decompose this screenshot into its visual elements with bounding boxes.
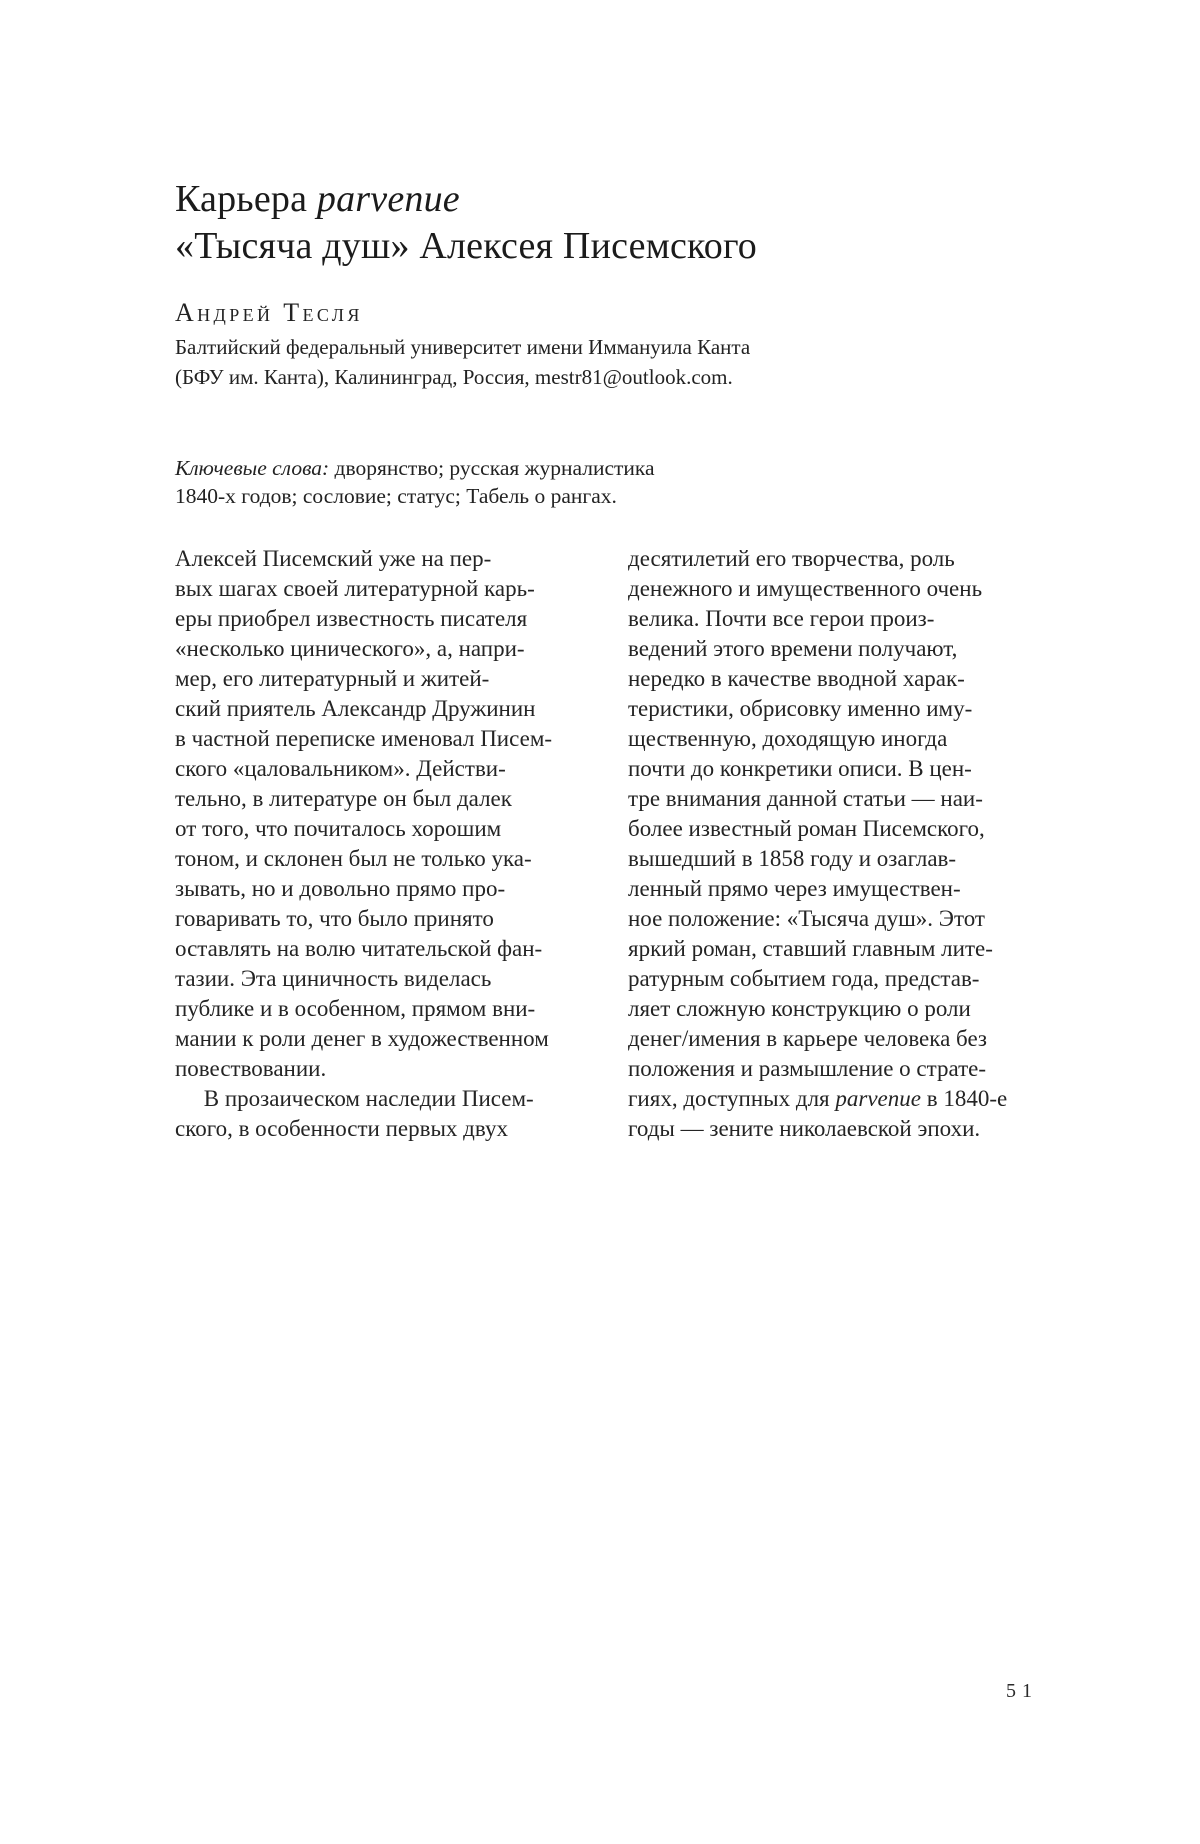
text-line: публике и в особенном, прямом вни- bbox=[175, 996, 536, 1021]
text-line: тре внимания данной статьи — наи- bbox=[628, 786, 983, 811]
text-line: тоном, и склонен был не только ука- bbox=[175, 846, 532, 871]
text-line: яркий роман, ставший главным лите- bbox=[628, 936, 993, 961]
text-line: гиях, доступных для parvenue в 1840-е bbox=[628, 1086, 1008, 1111]
text-line: ратурным событием года, представ- bbox=[628, 966, 980, 991]
text-line: «несколько цинического», а, напри- bbox=[175, 636, 525, 661]
title-line-2: «Тысяча душ» Алексея Писемского bbox=[175, 225, 757, 267]
text-line: годы — зените николаевской эпохи. bbox=[628, 1116, 981, 1141]
author-name: Андрей Тесля bbox=[175, 298, 363, 327]
text-line: тельно, в литературе он был далек bbox=[175, 786, 512, 811]
article-title bbox=[175, 176, 1035, 270]
text-line: вых шагах своей литературной карь- bbox=[175, 576, 535, 601]
body-column-right bbox=[628, 544, 1028, 1144]
text-line: еры приобрел известность писателя bbox=[175, 606, 528, 631]
text-line: почти до конкретики описи. В цен- bbox=[628, 756, 972, 781]
text-line: в частной переписке именовал Писем- bbox=[175, 726, 553, 751]
text-line: повествовании. bbox=[175, 1056, 327, 1081]
text-line: мер, его литературный и житей- bbox=[175, 666, 490, 691]
text-line: денег/имения в карьере человека без bbox=[628, 1026, 988, 1051]
text-line: зывать, но и довольно прямо про- bbox=[175, 876, 506, 901]
text-line: тазии. Эта циничность виделась bbox=[175, 966, 492, 991]
text-line: говаривать то, что было принято bbox=[175, 906, 494, 931]
text-line: В прозаическом наследии Писем- bbox=[175, 1086, 534, 1111]
text-line: положения и размышление о страте- bbox=[628, 1056, 986, 1081]
text-line: от того, что почиталось хорошим bbox=[175, 816, 502, 841]
text-line: ное положение: «Тысяча душ». Этот bbox=[628, 906, 985, 931]
text-line: теристики, обрисовку именно иму- bbox=[628, 696, 973, 721]
text-line: десятилетий его творчества, роль bbox=[628, 546, 955, 571]
text-line: 1840-х годов; сословие; статус; Табель о рангах. bbox=[175, 484, 617, 508]
text-line: велика. Почти все герои произ- bbox=[628, 606, 935, 631]
text-line: ского, в особенности первых двух bbox=[175, 1116, 508, 1141]
author-affiliation bbox=[175, 332, 1035, 392]
text-line: вышедший в 1858 году и озаглав- bbox=[628, 846, 957, 871]
text-line: Ключевые слова: дворянство; русская журналистика bbox=[175, 456, 655, 480]
text-line: ский приятель Александр Дружинин bbox=[175, 696, 536, 721]
text-line: ведений этого времени получают, bbox=[628, 636, 958, 661]
text-line: ляет сложную конструкцию о роли bbox=[628, 996, 971, 1021]
text-line: мании к роли денег в художественном bbox=[175, 1026, 549, 1051]
page-number: 51 bbox=[1006, 1680, 1038, 1702]
text-line: Алексей Писемский уже на пер- bbox=[175, 546, 492, 571]
text-line: оставлять на волю читательской фан- bbox=[175, 936, 543, 961]
text-line: нередко в качестве вводной харак- bbox=[628, 666, 965, 691]
text-line: щественную, доходящую иногда bbox=[628, 726, 948, 751]
keywords-block bbox=[175, 454, 1035, 510]
body-column-left bbox=[175, 544, 565, 1144]
body-columns bbox=[175, 544, 1035, 1144]
text-line: более известный роман Писемского, bbox=[628, 816, 985, 841]
title-line-1: Карьера parvenue bbox=[175, 178, 460, 220]
text-line: денежного и имущественного очень bbox=[628, 576, 983, 601]
text-line: ского «цаловальником». Действи- bbox=[175, 756, 506, 781]
affiliation-line-1: Балтийский федеральный университет имени Иммануила Канта bbox=[175, 335, 751, 359]
text-line: ленный прямо через имуществен- bbox=[628, 876, 961, 901]
affiliation-line-2: (БФУ им. Канта), Калининград, Россия, mestr81@outlook.com. bbox=[175, 365, 733, 389]
article-content bbox=[175, 0, 1035, 1144]
